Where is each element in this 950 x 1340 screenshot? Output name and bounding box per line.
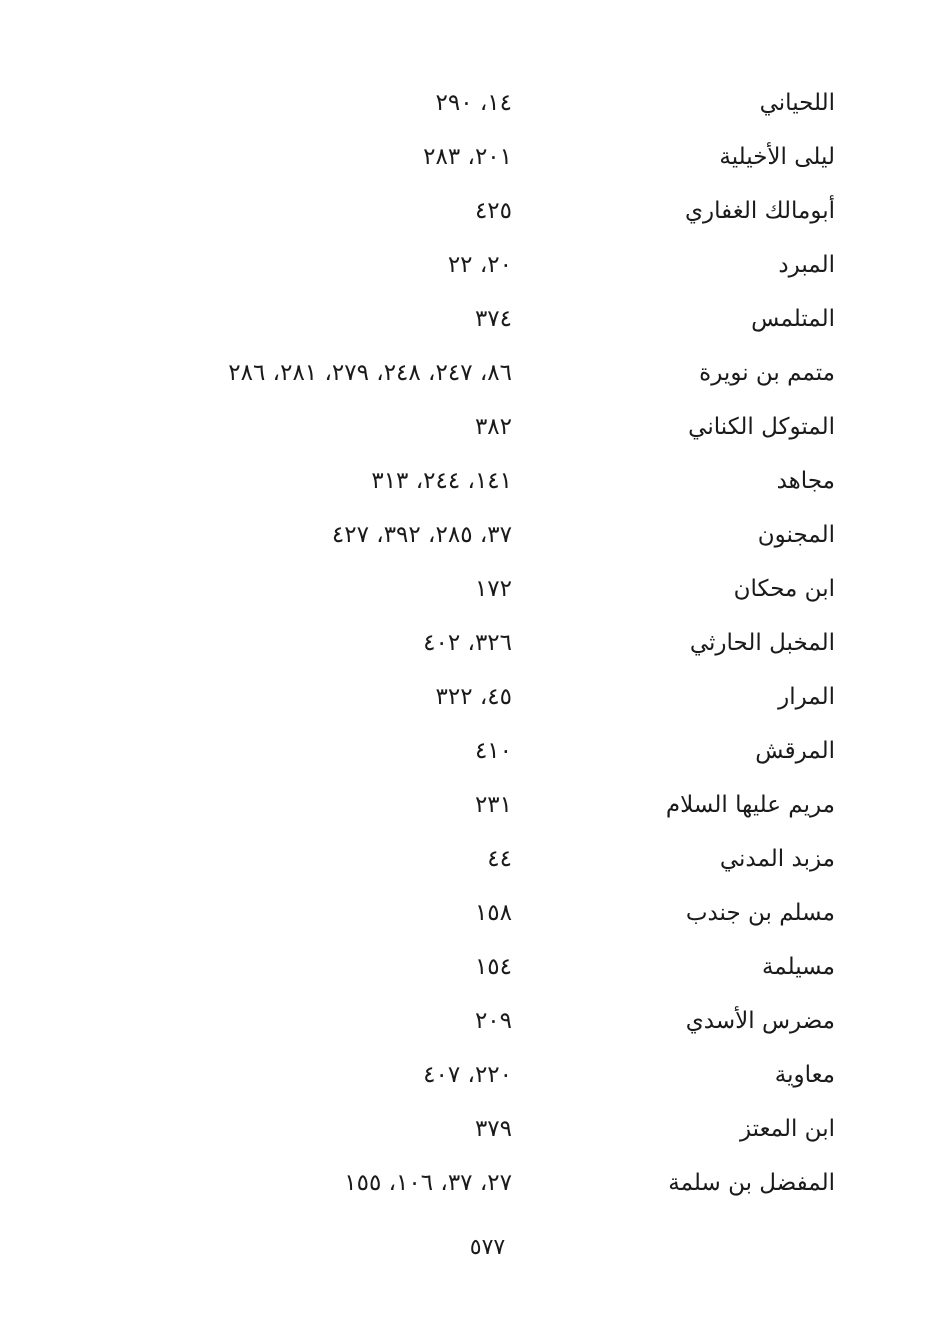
- entry-name: مسيلمة: [761, 954, 835, 980]
- index-entry: [0, 347, 950, 401]
- entry-name: اللحياني: [759, 90, 835, 116]
- entry-name: المبرد: [778, 252, 835, 278]
- entry-name: المتوكل الكناني: [688, 414, 835, 440]
- index-entry: [0, 779, 950, 833]
- entry-name: ابن المعتز: [739, 1116, 835, 1142]
- index-entry: [0, 1157, 950, 1211]
- entry-page-refs: ١٧٢: [474, 576, 512, 602]
- index-entry: [0, 833, 950, 887]
- entry-page-refs: ٤٥، ٣٢٢: [435, 684, 512, 710]
- index-entry: [0, 995, 950, 1049]
- index-entry: [0, 1049, 950, 1103]
- entry-name: المرقش: [755, 738, 835, 764]
- index-entry: [0, 293, 950, 347]
- entry-name: مجاهد: [776, 468, 835, 494]
- index-entry: [0, 887, 950, 941]
- entry-name: مزبد المدني: [719, 846, 835, 872]
- index-entry: [0, 131, 950, 185]
- index-entry: [0, 563, 950, 617]
- index-entry: [0, 239, 950, 293]
- entry-name: معاوية: [774, 1062, 835, 1088]
- entry-page-refs: ١٤١، ٢٤٤، ٣١٣: [371, 468, 512, 494]
- index-entry: [0, 671, 950, 725]
- entry-name: ليلى الأخيلية: [719, 144, 835, 170]
- entry-page-refs: ٣٧٩: [474, 1116, 512, 1142]
- index-entry: [0, 941, 950, 995]
- entry-name: متمم بن نويرة: [699, 360, 835, 386]
- entry-page-refs: ١٥٨: [474, 900, 512, 926]
- entry-page-refs: ٢٠٩: [474, 1008, 512, 1034]
- entry-name: المرار: [778, 684, 835, 710]
- entry-name: المخبل الحارثي: [689, 630, 835, 656]
- entry-page-refs: ٢٧، ٣٧، ١٠٦، ١٥٥: [344, 1170, 512, 1196]
- entry-page-refs: ٣٧٤: [474, 306, 512, 332]
- entry-page-refs: ١٥٤: [474, 954, 512, 980]
- entry-page-refs: ٣٧، ٢٨٥، ٣٩٢، ٤٢٧: [331, 522, 512, 548]
- entry-page-refs: ٤٢٥: [474, 198, 512, 224]
- entry-page-refs: ٣٨٢: [474, 414, 512, 440]
- index-entry: [0, 725, 950, 779]
- entry-name: المتلمس: [751, 306, 835, 332]
- index-entry: [0, 455, 950, 509]
- entry-page-refs: ٣٢٦، ٤٠٢: [423, 630, 512, 656]
- entry-page-refs: ٢٢٠، ٤٠٧: [423, 1062, 512, 1088]
- entry-page-refs: ٢٠١، ٢٨٣: [423, 144, 512, 170]
- entry-name: المفضل بن سلمة: [668, 1170, 835, 1196]
- entry-name: المجنون: [757, 522, 835, 548]
- name-index-list: [0, 77, 950, 1211]
- entry-name: ابن محكان: [733, 576, 835, 602]
- entry-page-refs: ٨٦، ٢٤٧، ٢٤٨، ٢٧٩، ٢٨١، ٢٨٦: [228, 360, 512, 386]
- index-entry: [0, 185, 950, 239]
- entry-page-refs: ٢٠، ٢٢: [447, 252, 512, 278]
- entry-name: مضرس الأسدي: [685, 1008, 835, 1034]
- index-entry: [0, 1103, 950, 1157]
- entry-page-refs: ٢٣١: [474, 792, 512, 818]
- entry-page-refs: ٤٤: [487, 846, 512, 872]
- entry-name: مريم عليها السلام: [665, 792, 835, 818]
- entry-page-refs: ١٤، ٢٩٠: [435, 90, 512, 116]
- index-entry: [0, 617, 950, 671]
- entry-name: أبومالك الغفاري: [685, 198, 835, 224]
- index-entry: [0, 77, 950, 131]
- index-entry: [0, 401, 950, 455]
- entry-name: مسلم بن جندب: [685, 900, 835, 926]
- page-number: ٥٧٧: [469, 1235, 506, 1260]
- index-entry: [0, 509, 950, 563]
- entry-page-refs: ٤١٠: [474, 738, 512, 764]
